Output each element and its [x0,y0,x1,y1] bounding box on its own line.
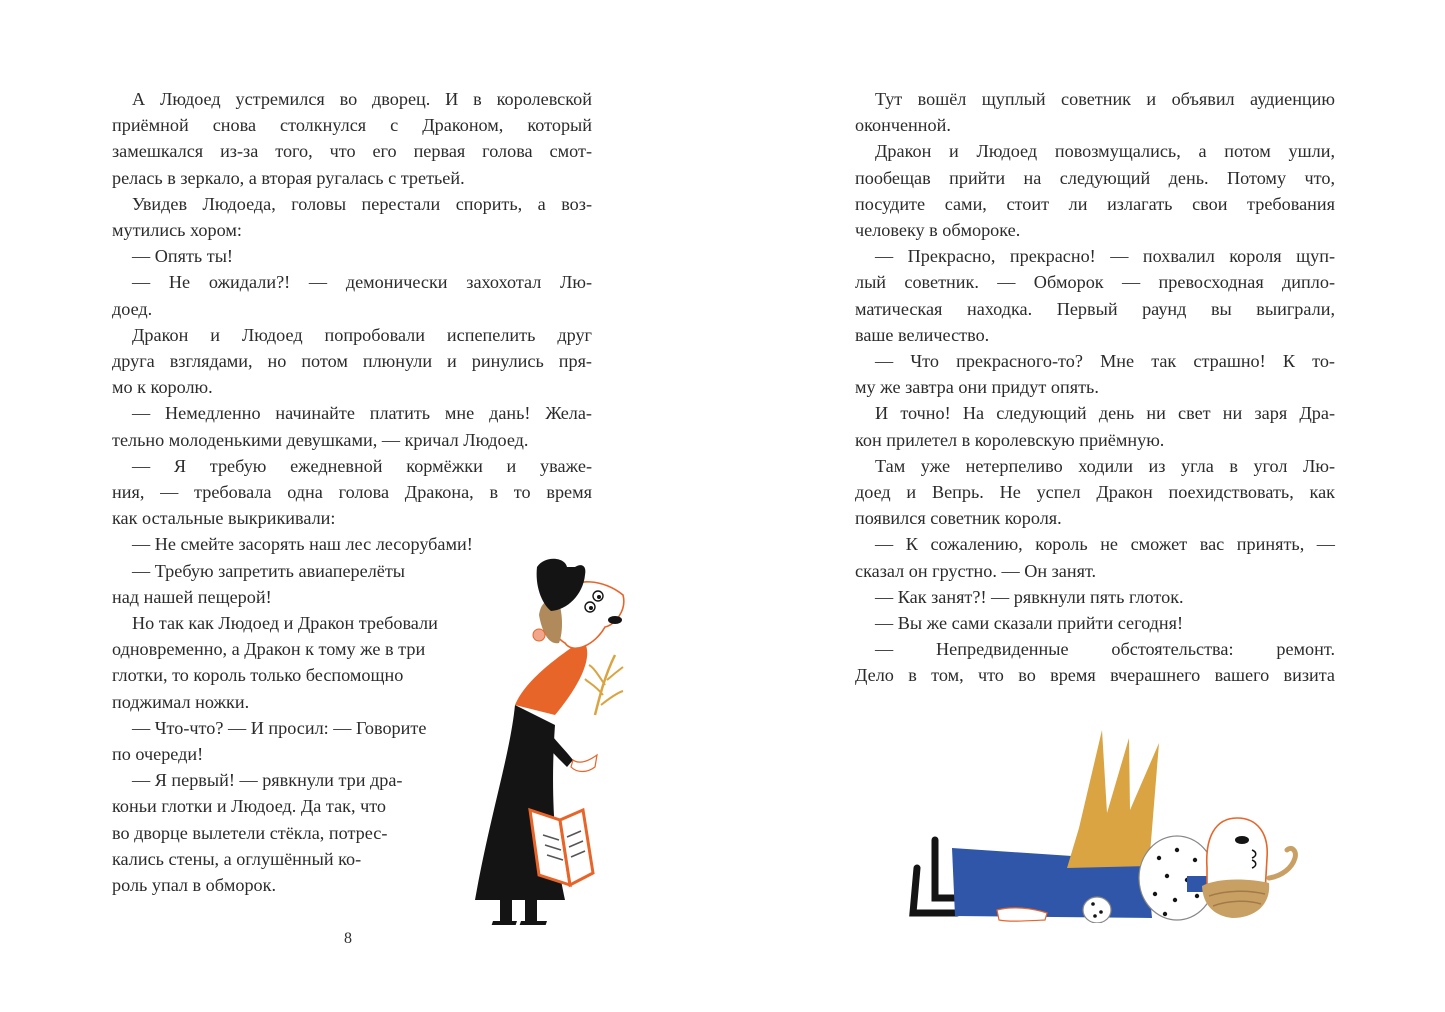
text-line: — Не ожидали?! — демонически захохотал Лю- [132,272,592,293]
text-line: сказал он грустно. — Он занят. [855,560,1097,581]
text-line: Тут вошёл щуплый советник и объявил аудиенцию [875,89,1335,109]
text-line: Дело в том, что во время вчерашнего вашего визита [855,665,1335,686]
advisor-figure-illustration [455,555,630,925]
text-line: — Я первый! — рявкнули три дра- [132,770,403,791]
text-line: друга взглядами, но потом плюнули и ринулись пря- [112,351,592,372]
text-line: Но так как Людоед и Дракон требовали [132,613,438,634]
text-line: посудите сами, стоит ли излагать свои требования [855,193,1335,214]
text-line: роль упал в обморок. [112,875,277,896]
text-line: замешкался из-за того, что его первая голова смот- [112,141,592,162]
text-line: — К сожалению, король не сможет вас принять, — [875,534,1335,555]
left-page [0,0,722,1012]
text-line: доед. [112,298,153,319]
text-line: как остальные выкрикивали: [112,508,336,529]
text-line: оконченной. [855,115,951,136]
text-line: — Опять ты! [132,246,233,267]
text-line: над нашей пещерой! [112,586,272,607]
text-line: — Вы же сами сказали прийти сегодня! [875,613,1184,634]
text-line: — Как занят?! — рявкнули пять глоток. [875,586,1184,607]
text-line: релась в зеркало, а вторая ругалась с третьей. [112,167,465,188]
text-line: ния, — требовала одна голова Дракона, в то время [112,482,592,503]
fainted-king-illustration [897,718,1317,923]
text-line: лый советник. — Обморок — превосходная дипло- [855,272,1335,293]
text-line: — Я требую ежедневной кормёжки и уваже- [132,455,592,476]
text-line: И точно! На следующий день ни свет ни заря Дра- [875,403,1335,424]
text-line: му же завтра они придут опять. [855,377,1099,398]
text-line: Дракон и Людоед попробовали испепелить друг [132,324,592,345]
text-line: кались стены, а оглушённый ко- [112,848,362,869]
page-number: 8 [344,930,352,947]
text-line: Увидев Людоеда, головы перестали спорить, а воз- [132,193,592,214]
right-page-text [855,86,1335,689]
text-line: — Непредвиденные обстоятельства: ремонт. [875,639,1335,660]
text-line: доед и Вепрь. Не успел Дракон поехидствовать, как [855,482,1335,503]
text-line: — Немедленно начинайте платить мне дань! Жела- [132,403,592,424]
text-line: во дворце вылетели стёкла, потрес- [112,822,388,843]
text-line: одновременно, а Дракон к тому же в три [112,639,426,660]
text-line: по очереди! [112,744,204,765]
text-line: — Что-что? — И просил: — Говорите [132,717,427,738]
text-line: появился советник короля. [855,508,1062,529]
text-line: приёмной снова столкнулся с Драконом, который [112,115,592,136]
text-line: — Не смейте засорять наш лес лесорубами! [132,534,473,555]
text-line: А Людоед устремился во дворец. И в королевской [132,89,592,109]
right-page [722,0,1445,1012]
text-line: мо к королю. [112,377,213,398]
text-line: — Требую запретить авиаперелёты [132,560,406,581]
text-line: матическая находка. Первый раунд вы выиграли, [855,298,1335,319]
text-line: ваше величество. [855,324,990,345]
text-line: мутились хором: [112,220,242,241]
text-line: Дракон и Людоед повозмущались, а потом ушли, [875,141,1335,162]
text-line: тельно молоденькими девушками, — кричал Людоед. [112,429,529,450]
text-line: коньи глотки и Людоед. Да так, что [112,796,387,817]
text-line: поджимал ножки. [112,691,250,712]
text-line: — Что прекрасного-то? Мне так страшно! К то- [875,351,1335,372]
text-line: — Прекрасно, прекрасно! — похвалил короля щуп- [875,246,1335,267]
text-line: человеку в обмороке. [855,220,1021,241]
text-line: кон прилетел в королевскую приёмную. [855,429,1165,450]
text-line: глотки, то король только беспомощно [112,665,404,686]
text-line: Там уже нетерпеливо ходили из угла в угол Лю- [875,455,1335,476]
text-line: пообещав прийти на следующий день. Потому что, [855,167,1335,188]
